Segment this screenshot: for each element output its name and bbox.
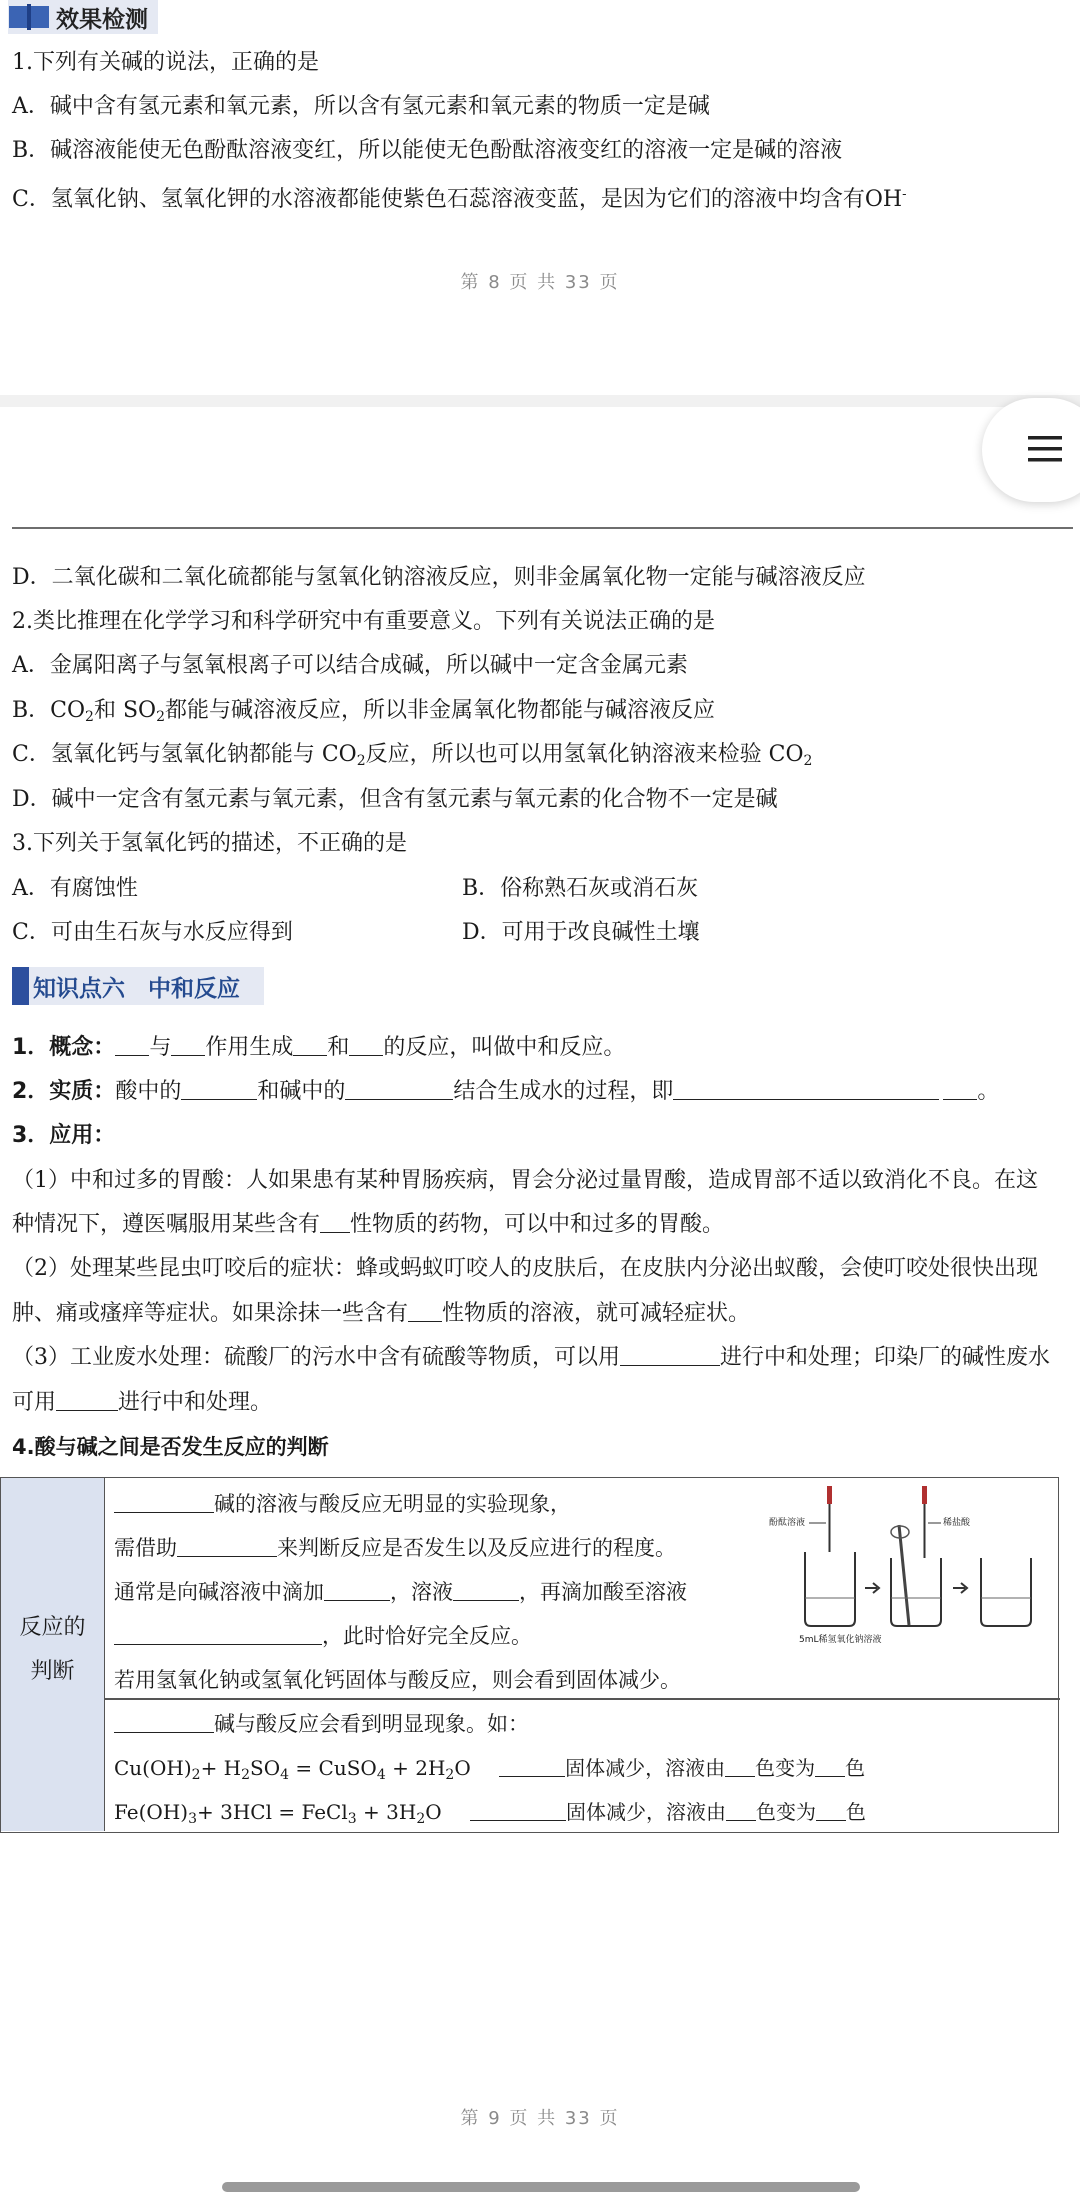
left-label-1: 反应的 <box>19 1615 86 1640</box>
text: + 2H <box>385 1756 446 1780</box>
blank[interactable] <box>815 1754 845 1777</box>
blank[interactable] <box>114 1710 214 1733</box>
book-icon <box>8 4 50 30</box>
superscript-minus: - <box>902 187 907 202</box>
r1-line-1 <box>114 1488 571 1518</box>
text: 固体减少，溶液由 <box>566 1800 727 1824</box>
subscript: 2 <box>416 1811 426 1827</box>
q2-option-b <box>12 696 715 732</box>
blank[interactable] <box>114 1490 214 1513</box>
table-left-column <box>1 1478 105 1831</box>
text: 通常是向碱溶液中滴加 <box>114 1580 324 1604</box>
text: （3）工业废水处理：硫酸厂的污水中含有硫酸等物质，可以用 <box>12 1345 620 1370</box>
text: 反应，所以也可以用氢氧化钠溶液来检验 CO <box>365 742 804 767</box>
blank[interactable] <box>673 1077 939 1100</box>
text: SO <box>250 1756 281 1780</box>
app-1-line-1: （1）中和过多的胃酸：人如果患有某种胃肠疾病，胃会分泌过量胃酸，造成胃部不适以致消化不良。在这 <box>12 1168 1039 1193</box>
q2-option-d: D．碱中一定含有氢元素与氧元素，但含有氢元素与氧元素的化合物不一定是碱 <box>12 787 778 812</box>
q1-option-c <box>12 180 906 215</box>
text: 碱与酸反应会看到明显现象。如： <box>214 1712 529 1736</box>
text: ，溶液 <box>390 1580 453 1604</box>
beaker-illustration <box>769 1480 1054 1650</box>
q4-title: 4.酸与碱之间是否发生反应的判断 <box>12 1435 329 1459</box>
section-marker <box>12 967 29 1005</box>
q2-option-c <box>12 740 812 776</box>
section-header-neutralization <box>12 967 264 1005</box>
blank[interactable] <box>470 1798 566 1821</box>
text: 。 <box>977 1079 1000 1104</box>
r1-line-4 <box>114 1620 532 1650</box>
blank[interactable] <box>816 1798 846 1821</box>
text: 色 <box>846 1800 867 1824</box>
text: 色变为 <box>756 1800 817 1824</box>
subscript: 2 <box>156 709 165 725</box>
text: + 3H <box>356 1800 417 1824</box>
subscript: 4 <box>376 1767 386 1783</box>
text: 需借助 <box>114 1536 177 1560</box>
text: 性物质的药物，可以中和过多的胃酸。 <box>350 1212 725 1237</box>
concept-label: 1．概念： <box>12 1035 116 1060</box>
blank[interactable] <box>171 1033 205 1056</box>
home-indicator[interactable] <box>222 2182 860 2192</box>
q1-option-a: A．碱中含有氢元素和氧元素，所以含有氢元素和氧元素的物质一定是碱 <box>12 94 710 119</box>
text: ，此时恰好完全反应。 <box>322 1624 532 1648</box>
text: 色 <box>845 1756 866 1780</box>
fig-label-hcl: 稀盐酸 <box>943 1518 971 1528</box>
menu-button[interactable] <box>982 398 1080 502</box>
text: O <box>454 1756 471 1780</box>
blank[interactable] <box>620 1343 720 1366</box>
q3-option-d: D．可用于改良碱性土壤 <box>462 920 700 945</box>
text: C．氢氧化钙与氢氧化钠都能与 CO <box>12 742 357 767</box>
subscript: 2 <box>356 753 366 769</box>
page-footer-8: 第 8 页 共 33 页 <box>460 272 620 293</box>
q3-stem: 3.下列关于氢氧化钙的描述，不正确的是 <box>12 831 407 856</box>
q3-option-a: A．有腐蚀性 <box>12 876 138 901</box>
q1-stem: 1.下列有关碱的说法，正确的是 <box>12 50 319 75</box>
subscript: 3 <box>188 1811 197 1827</box>
essence-label: 2．实质： <box>12 1079 116 1104</box>
text: 种情况下，遵医嘱服用某些含有 <box>12 1212 321 1237</box>
text: 进行中和处理；印染厂的碱性废水 <box>720 1345 1051 1370</box>
blank[interactable] <box>725 1754 755 1777</box>
text: 和碱中的 <box>257 1079 346 1104</box>
text: 都能与碱溶液反应，所以非金属氧化物都能与碱溶液反应 <box>165 698 716 723</box>
app-3-line-1 <box>12 1343 1050 1373</box>
text: 来判断反应是否发生以及反应进行的程度。 <box>277 1536 676 1560</box>
blank[interactable] <box>408 1299 442 1322</box>
fig-label-phenolphthalein: 酚酞溶液 <box>769 1518 806 1528</box>
text: 的反应，叫做中和反应。 <box>383 1035 626 1060</box>
text: 酸中的 <box>115 1079 182 1104</box>
text: B．CO <box>12 698 86 723</box>
text: 和 SO <box>93 698 157 723</box>
text: 色变为 <box>755 1756 816 1780</box>
app-3-line-2 <box>12 1388 272 1418</box>
blank[interactable] <box>115 1033 149 1056</box>
blank[interactable] <box>324 1578 390 1601</box>
q3-option-b: B．俗称熟石灰或消石灰 <box>462 876 699 901</box>
text: ，再滴加酸至溶液 <box>519 1580 687 1604</box>
blank[interactable] <box>177 1534 277 1557</box>
section-header-effect-test <box>8 0 158 34</box>
text: 碱的溶液与酸反应无明显的实验现象， <box>214 1492 571 1516</box>
blank[interactable] <box>320 1210 350 1233</box>
q1-option-b: B．碱溶液能使无色酚酞溶液变红，所以能使无色酚酞溶液变红的溶液一定是碱的溶液 <box>12 138 843 163</box>
blank[interactable] <box>181 1077 257 1100</box>
text: 可用 <box>12 1390 57 1415</box>
text: 和 <box>327 1035 350 1060</box>
text: + H <box>200 1756 242 1780</box>
essence-line <box>12 1077 999 1107</box>
r1-line-5: 若用氢氧化钠或氢氧化钙固体与酸反应，则会看到固体减少。 <box>114 1668 681 1692</box>
app-2-line-1: （2）处理某些昆虫叮咬后的症状：蜂或蚂蚁叮咬人的皮肤后，在皮肤内分泌出蚁酸，会使叮咬处很快出现 <box>12 1256 1039 1281</box>
blank[interactable] <box>943 1077 977 1100</box>
equation-2 <box>114 1796 866 1827</box>
page-top-rule <box>12 527 1073 529</box>
text: Fe(OH) <box>114 1800 189 1824</box>
subscript: 2 <box>445 1767 455 1783</box>
text: 结合生成水的过程，即 <box>453 1079 674 1104</box>
app-2-line-2 <box>12 1299 750 1329</box>
page-divider-gap <box>0 395 1080 407</box>
app-1-line-2 <box>12 1210 724 1240</box>
blank[interactable] <box>56 1388 118 1411</box>
blank[interactable] <box>345 1077 453 1100</box>
section-header-text: 知识点六 中和反应 <box>33 975 240 1002</box>
text: 肿、痛或瘙痒等症状。如果涂抹一些含有 <box>12 1301 409 1326</box>
blank[interactable] <box>293 1033 327 1056</box>
page-footer-9: 第 9 页 共 33 页 <box>460 2108 620 2129</box>
subscript: 2 <box>803 753 813 769</box>
r1-line-3 <box>114 1576 687 1606</box>
text: 性物质的溶液，就可减轻症状。 <box>442 1301 751 1326</box>
q1-option-d: D．二氧化碳和二氧化硫都能与氢氧化钠溶液反应，则非金属氧化物一定能与碱溶液反应 <box>12 565 866 590</box>
r2-line-1 <box>114 1708 529 1738</box>
blank[interactable] <box>726 1798 756 1821</box>
r1-line-2 <box>114 1532 676 1562</box>
experiment-figure <box>769 1480 1054 1650</box>
judgement-table <box>0 1477 1059 1833</box>
hamburger-icon <box>1028 434 1062 464</box>
equation-1 <box>114 1752 865 1783</box>
subscript: 2 <box>191 1767 201 1783</box>
concept-line <box>12 1033 625 1063</box>
application-label-text: 3．应用： <box>12 1123 116 1148</box>
fig-caption: 5mL稀氢氧化钠溶液 <box>799 1635 882 1645</box>
subscript: 2 <box>85 709 94 725</box>
table-row-divider <box>104 1698 1060 1700</box>
q2-stem: 2.类比推理在化学学习和科学研究中有重要意义。下列有关说法正确的是 <box>12 609 715 634</box>
blank[interactable] <box>349 1033 383 1056</box>
blank[interactable] <box>114 1622 322 1645</box>
blank[interactable] <box>453 1578 519 1601</box>
q1-option-c-text: C．氢氧化钠、氢氧化钾的水溶液都能使紫色石蕊溶液变蓝，是因为它们的溶液中均含有OH <box>12 187 903 212</box>
text: 与 <box>149 1035 172 1060</box>
text: Cu(OH) <box>114 1756 192 1780</box>
text: 作用生成 <box>205 1035 294 1060</box>
q2-option-a: A．金属阳离子与氢氧根离子可以结合成碱，所以碱中一定含金属元素 <box>12 653 688 678</box>
text: = CuSO <box>289 1756 377 1780</box>
text: O <box>425 1800 442 1824</box>
subscript: 2 <box>241 1767 251 1783</box>
left-label-2: 判断 <box>30 1659 75 1684</box>
section-header-text: 效果检测 <box>56 6 148 33</box>
text: 固体减少，溶液由 <box>565 1756 726 1780</box>
blank[interactable] <box>499 1754 565 1777</box>
q3-option-c: C．可由生石灰与水反应得到 <box>12 920 293 945</box>
subscript: 3 <box>347 1811 357 1827</box>
application-label <box>12 1121 115 1151</box>
subscript: 4 <box>280 1767 290 1783</box>
text: + 3HCl = FeCl <box>196 1800 348 1824</box>
text: 进行中和处理。 <box>118 1390 273 1415</box>
